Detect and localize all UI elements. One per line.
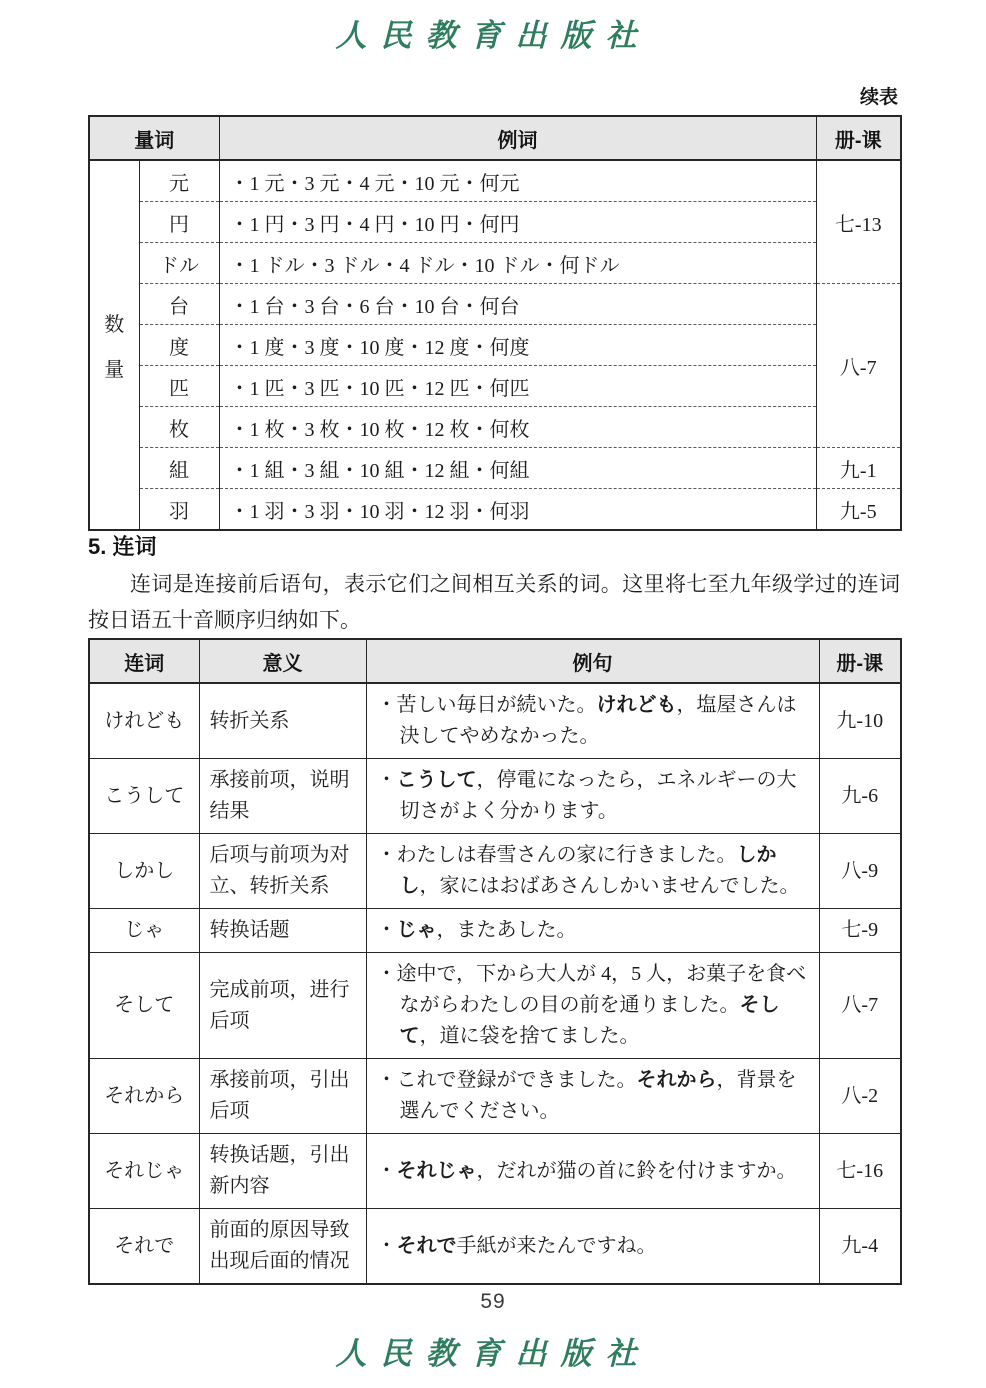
group-label-char: 数: [104, 314, 125, 336]
book-lesson-cell: 八-2: [819, 1059, 901, 1134]
example-sentence-cell: [366, 1059, 819, 1134]
example-text-segment: ，停電になったら，エネルギーの大切さがよく分かります。: [399, 769, 797, 822]
example-text-segment: ・わたしは春雪さんの家に行きました。: [376, 844, 737, 866]
conjunction-emphasis: そして: [399, 994, 780, 1047]
section-heading: 5. 连词: [88, 534, 157, 559]
example-sentence-cell: [366, 683, 819, 759]
example-words-cell: ・1 羽・3 羽・10 羽・12 羽・何羽: [219, 489, 816, 531]
example-words-cell: ・1 ドル・3 ドル・4 ドル・10 ドル・何ドル: [219, 243, 816, 284]
book-lesson-cell: 七-13: [816, 160, 901, 284]
table-row: [89, 1059, 901, 1134]
table-row: [89, 366, 901, 407]
table-row: [89, 953, 901, 1059]
meaning-cell: 后项与前项为对立、转折关系: [199, 834, 366, 909]
group-label-vertical-text: [91, 308, 138, 382]
conjunction-emphasis: それで: [396, 1234, 457, 1257]
group-label-cell: [89, 160, 139, 530]
book-lesson-cell: 九-1: [816, 448, 901, 489]
table-row: [89, 325, 901, 366]
table-row: [89, 489, 901, 531]
example-words-cell: ・1 匹・3 匹・10 匹・12 匹・何匹: [219, 366, 816, 407]
table-row: [89, 759, 901, 834]
example-text-segment: ，だれが猫の首に鈴を付けますか。: [476, 1159, 797, 1182]
conjunction-table-body: [89, 683, 901, 1284]
book-lesson-cell: 九-6: [819, 759, 901, 834]
example-words-cell: ・1 度・3 度・10 度・12 度・何度: [219, 325, 816, 366]
example-words-cell: ・1 枚・3 枚・10 枚・12 枚・何枚: [219, 407, 816, 448]
quantifier-table-header-row: [89, 116, 901, 160]
counter-cell: 羽: [139, 489, 219, 531]
example-sentence-cell: [366, 909, 819, 953]
book-lesson-cell: 七-16: [819, 1134, 901, 1209]
counter-cell: 枚: [139, 407, 219, 448]
meaning-cell: 承接前项，说明结果: [199, 759, 366, 834]
page-number: 59: [480, 1290, 506, 1313]
col-header-example-sentence: 例句: [366, 639, 819, 683]
example-sentence-cell: [366, 834, 819, 909]
example-text-segment: ，家にはおばあさんしかいませんでした。: [419, 875, 800, 897]
table-row: [89, 160, 901, 202]
col-header-book-lesson: 册-课: [816, 116, 901, 160]
table-row: [89, 243, 901, 284]
conjunction-cell: それから: [89, 1059, 199, 1134]
publisher-logo-bottom: 人民教育出版社: [335, 1336, 651, 1372]
example-sentence-cell: [366, 759, 819, 834]
table-row: [89, 834, 901, 909]
example-sentence-cell: [366, 953, 819, 1059]
quantifier-table-body: [89, 160, 901, 530]
conjunction-cell: そして: [89, 953, 199, 1059]
example-text-segment: ，またあした。: [436, 919, 577, 941]
table-row: [89, 909, 901, 953]
section-intro-paragraph: 连词是连接前后语句，表示它们之间相互关系的词。这里将七至九年级学过的连词按日语五十音顺序归纳如下。: [88, 572, 900, 632]
conjunction-cell: それじゃ: [89, 1134, 199, 1209]
counter-cell: 台: [139, 284, 219, 325]
meaning-cell: 转折关系: [199, 683, 366, 759]
col-header-quantifier: 量词: [89, 116, 219, 160]
example-text-segment: ，塩屋さんは決してやめなかった。: [399, 694, 797, 747]
example-text-segment: ，背景を選んでください。: [399, 1069, 797, 1122]
conjunction-emphasis: それじゃ: [396, 1159, 477, 1182]
counter-cell: 度: [139, 325, 219, 366]
table-row: [89, 683, 901, 759]
conjunction-emphasis: けれども: [596, 694, 677, 716]
group-label-char: 量: [104, 359, 125, 381]
counter-cell: 元: [139, 160, 219, 202]
table-row: [89, 1209, 901, 1285]
conjunction-cell: しかし: [89, 834, 199, 909]
book-lesson-cell: 八-7: [819, 953, 901, 1059]
example-text-segment: ，道に袋を捨てました。: [419, 1025, 640, 1047]
example-words-cell: ・1 台・3 台・6 台・10 台・何台: [219, 284, 816, 325]
meaning-cell: 承接前项，引出后项: [199, 1059, 366, 1134]
conjunction-emphasis: じゃ: [396, 919, 437, 941]
meaning-cell: 转换话题，引出新内容: [199, 1134, 366, 1209]
meaning-cell: 完成前项，进行后项: [199, 953, 366, 1059]
book-lesson-cell: 九-4: [819, 1209, 901, 1285]
conjunction-cell: じゃ: [89, 909, 199, 953]
table-row: [89, 407, 901, 448]
conjunction-cell: こうして: [89, 759, 199, 834]
example-text-segment: ・: [376, 1159, 397, 1182]
example-words-cell: ・1 円・3 円・4 円・10 円・何円: [219, 202, 816, 243]
conjunction-cell: けれども: [89, 683, 199, 759]
example-text-segment: ・: [376, 1234, 397, 1257]
book-lesson-cell: 七-9: [819, 909, 901, 953]
conjunction-table: [88, 638, 902, 1285]
meaning-cell: 转换话题: [199, 909, 366, 953]
book-lesson-cell: 八-9: [819, 834, 901, 909]
col-header-conjunction: 连词: [89, 639, 199, 683]
counter-cell: 匹: [139, 366, 219, 407]
table-row: [89, 448, 901, 489]
example-text-segment: ・: [376, 919, 397, 941]
example-text-segment: ・苦しい毎日が続いた。: [376, 694, 597, 716]
book-lesson-cell: 八-7: [816, 284, 901, 448]
publisher-logo-top: 人民教育出版社: [335, 18, 651, 54]
table-row: [89, 284, 901, 325]
example-words-cell: ・1 元・3 元・4 元・10 元・何元: [219, 160, 816, 202]
example-sentence-cell: [366, 1209, 819, 1285]
conjunction-emphasis: それから: [636, 1069, 717, 1091]
meaning-cell: 前面的原因导致出现后面的情况: [199, 1209, 366, 1285]
col-header-meaning: 意义: [199, 639, 366, 683]
book-lesson-cell: 九-5: [816, 489, 901, 531]
counter-cell: 組: [139, 448, 219, 489]
example-words-cell: ・1 組・3 組・10 組・12 組・何組: [219, 448, 816, 489]
conjunction-emphasis: しかし: [399, 844, 777, 897]
col-header-book-lesson: 册-课: [819, 639, 901, 683]
table-row: [89, 1134, 901, 1209]
conjunction-emphasis: こうして: [396, 769, 477, 791]
book-lesson-cell: 九-10: [819, 683, 901, 759]
example-sentence-cell: [366, 1134, 819, 1209]
example-text-segment: ・途中で，下から大人が 4，5 人，お菓子を食べながらわたしの目の前を通りました。: [376, 963, 807, 1016]
conjunction-table-header-row: [89, 639, 901, 683]
continued-table-label: 续表: [859, 87, 898, 108]
col-header-example-words: 例词: [219, 116, 816, 160]
example-text-segment: ・: [376, 769, 397, 791]
example-text-segment: 手紙が来たんですね。: [456, 1234, 657, 1257]
example-text-segment: ・これで登録ができました。: [376, 1069, 637, 1091]
quantifier-table: [88, 115, 902, 531]
counter-cell: ドル: [139, 243, 219, 284]
conjunction-cell: それで: [89, 1209, 199, 1285]
counter-cell: 円: [139, 202, 219, 243]
table-row: [89, 202, 901, 243]
